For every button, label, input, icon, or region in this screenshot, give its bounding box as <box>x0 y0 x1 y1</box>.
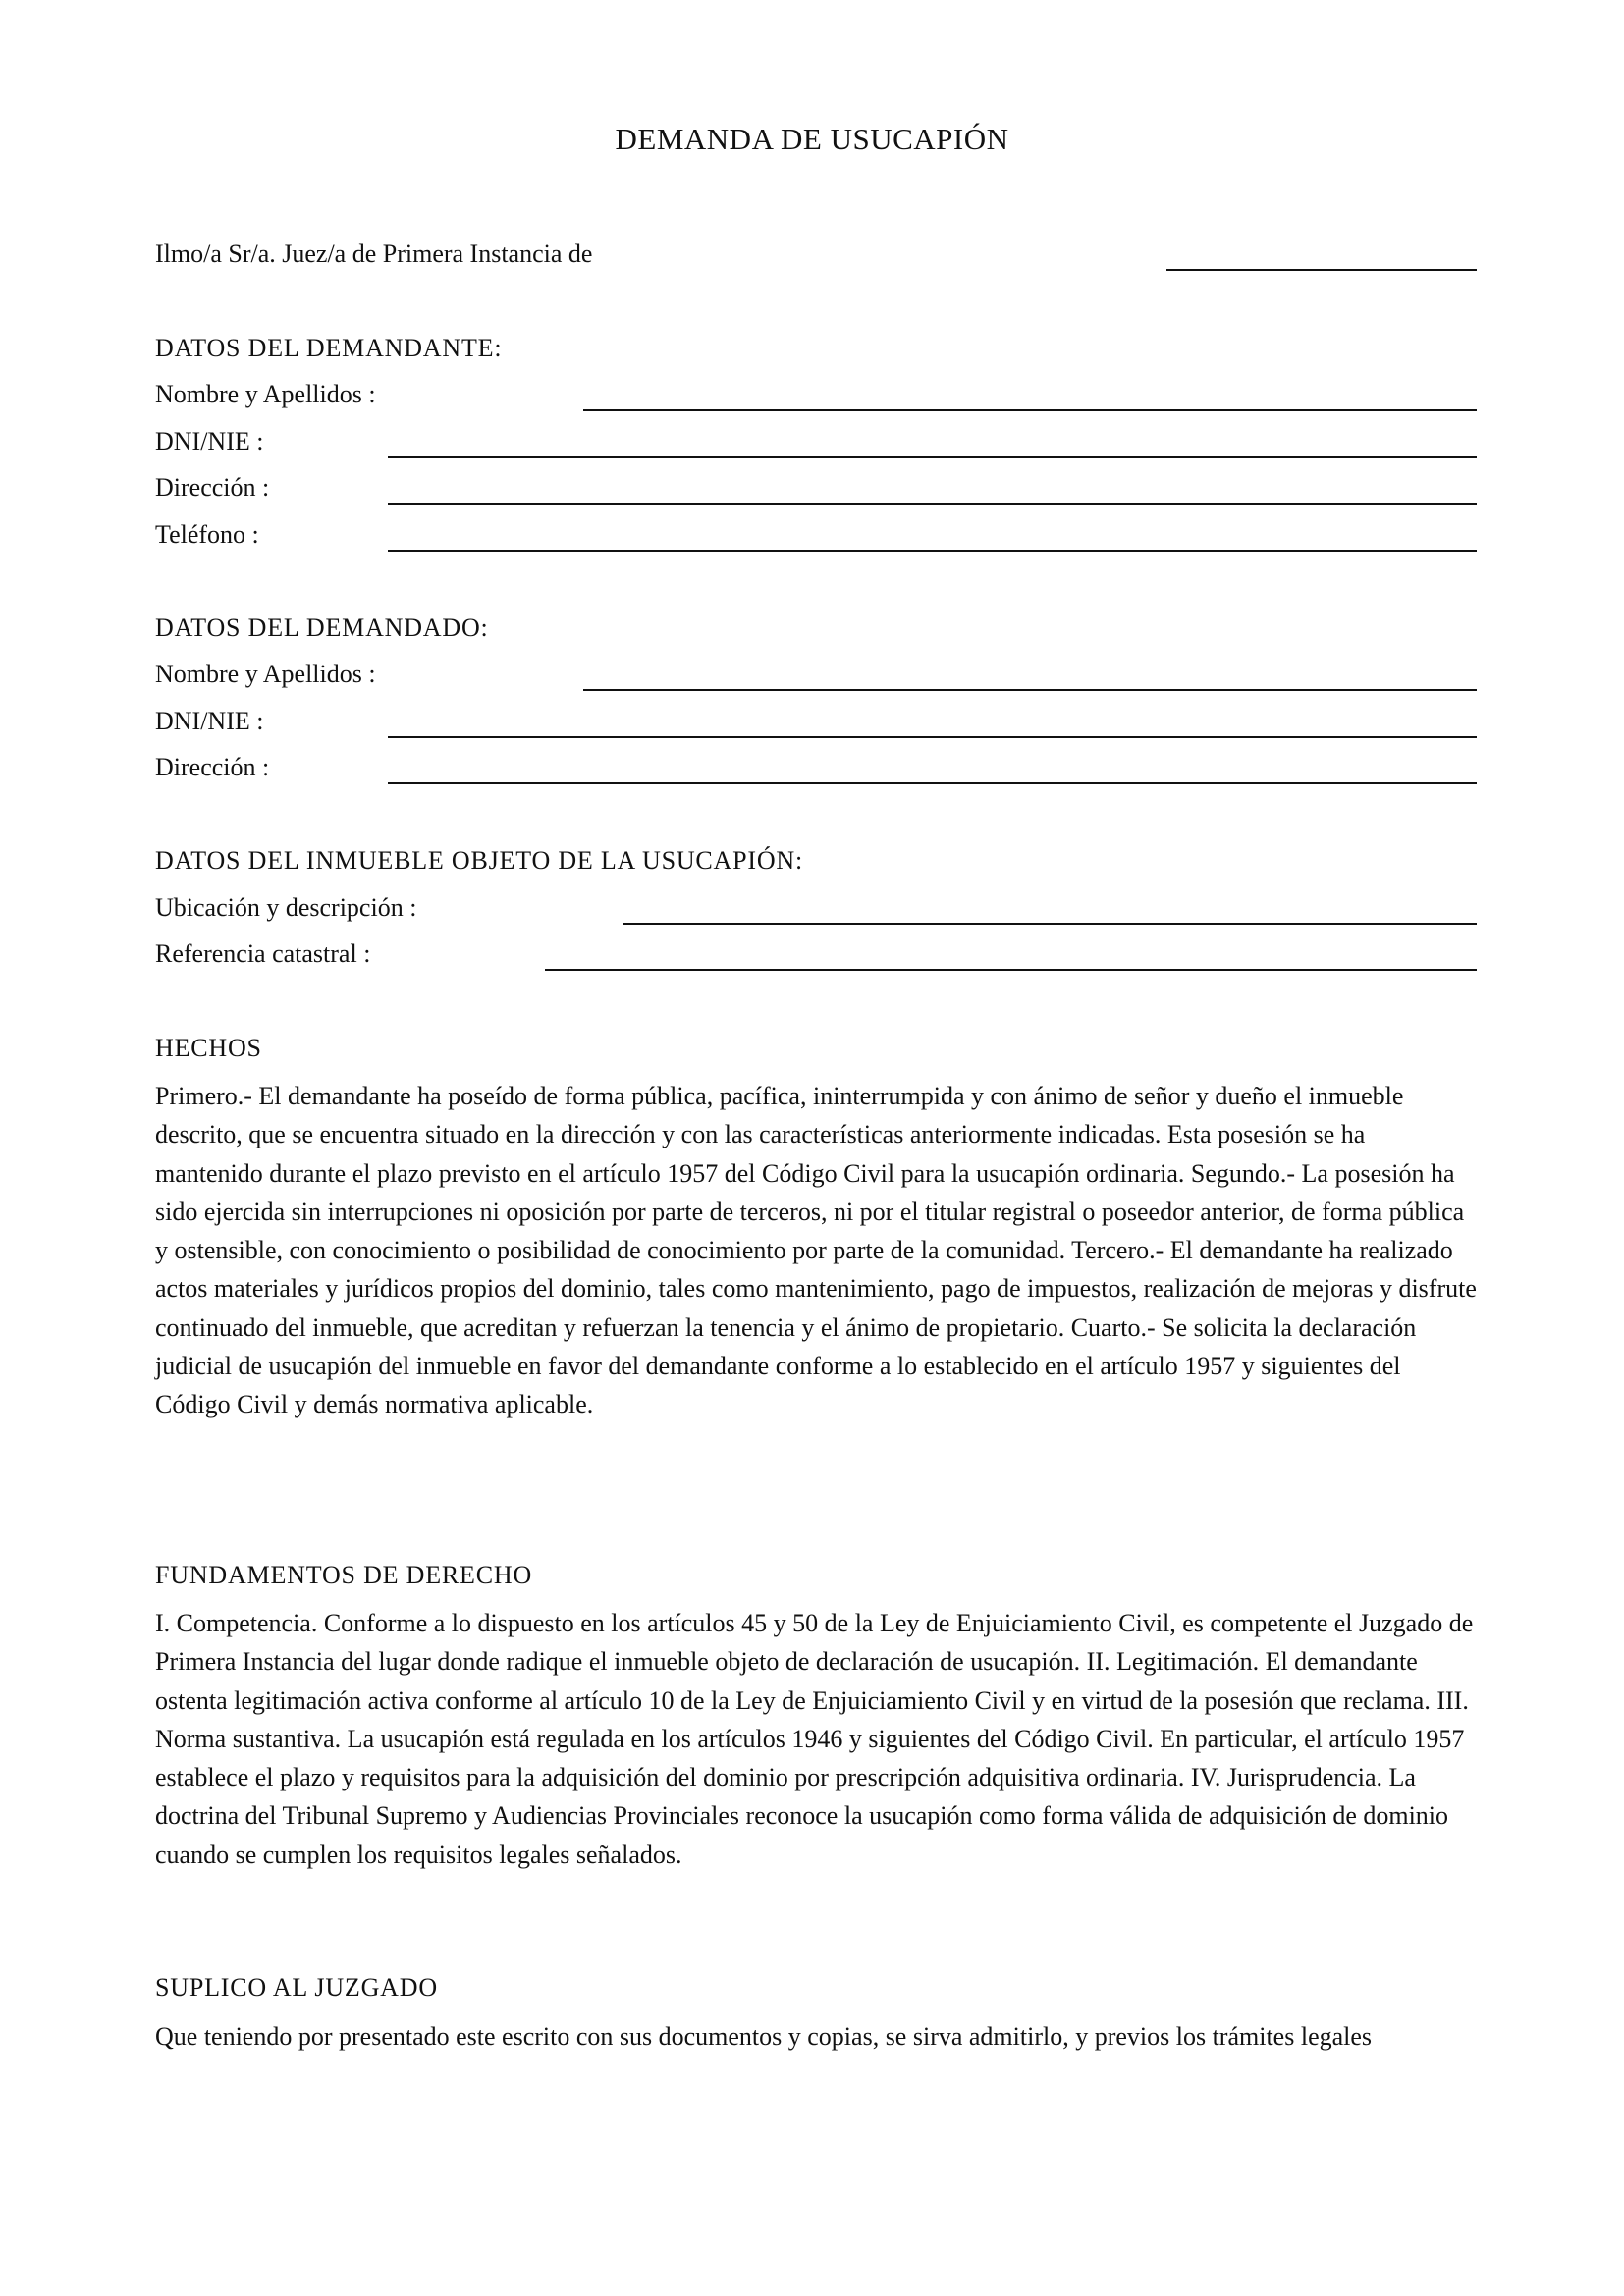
demandante-heading: DATOS DEL DEMANDANTE: <box>155 334 503 362</box>
demandante-name-field[interactable] <box>583 409 1477 411</box>
inmueble-heading: DATOS DEL INMUEBLE OBJETO DE LA USUCAPIÓN: <box>155 846 804 875</box>
demandante-address-field[interactable] <box>388 503 1477 505</box>
demandado-address-label: Dirección : <box>155 753 270 781</box>
inmueble-cadastral-label: Referencia catastral : <box>155 939 371 968</box>
inmueble-cadastral-field[interactable] <box>545 969 1477 971</box>
demandado-name-label: Nombre y Apellidos : <box>155 660 376 688</box>
demandante-address-label: Dirección : <box>155 473 270 502</box>
demandado-dni-field[interactable] <box>388 736 1477 738</box>
demandante-dni-label: DNI/NIE : <box>155 427 264 455</box>
demandante-dni-field[interactable] <box>388 456 1477 458</box>
demandado-heading: DATOS DEL DEMANDADO: <box>155 614 489 642</box>
fundamentos-heading: FUNDAMENTOS DE DERECHO <box>155 1561 533 1589</box>
demandado-address-field[interactable] <box>388 782 1477 784</box>
suplico-heading: SUPLICO AL JUZGADO <box>155 1973 438 2002</box>
demandado-dni-label: DNI/NIE : <box>155 707 264 735</box>
document-title: DEMANDA DE USUCAPIÓN <box>615 122 1009 156</box>
fundamentos-text: I. Competencia. Conforme a lo dispuesto en los artículos 45 y 50 de la Ley de Enjuiciamiento Civil, es competente el Juzgado de Primera Instancia del lugar donde radique el inmueble objeto de declaración de usucapión. II. Legitimación. El demandante ostenta legitimación activa conforme al artículo 10 de la Ley de Enjuiciamiento Civil y en virtud de la posesión que reclama. III. Norma sustantiva. La usucapión está regulada en los artículos 1946 y siguientes del Código Civil. En particular, el artículo 1957 establece el plazo y requisitos para la adquisición del dominio por prescripción adquisitiva ordinaria. IV. Jurisprudencia. La doctrina del Tribunal Supremo y Audiencias Provinciales reconoce la usucapión como forma válida de adquisición de dominio cuando se cumplen los requisitos legales señalados. <box>155 1609 1474 1869</box>
demandante-name-label: Nombre y Apellidos : <box>155 380 376 408</box>
inmueble-location-label: Ubicación y descripción : <box>155 893 417 922</box>
addressee-court-field[interactable] <box>1166 269 1477 271</box>
demandante-phone-label: Teléfono : <box>155 520 259 549</box>
suplico-text: Que teniendo por presentado este escrito con sus documentos y copias, se sirva admitirlo, y previos los trámites legales <box>155 2022 1373 2051</box>
inmueble-location-field[interactable] <box>623 923 1477 925</box>
demandante-phone-field[interactable] <box>388 550 1477 552</box>
hechos-text: Primero.- El demandante ha poseído de forma pública, pacífica, ininterrumpida y con ánimo de señor y dueño el inmueble descrito, que se encuentra situado en la dirección y con las características anteriormente indicadas. Esta posesión se ha mantenido durante el plazo previsto en el artículo 1957 del Código Civil para la usucapión ordinaria. Segundo.- La posesión ha sido ejercida sin interrupciones ni oposición por parte de terceros, ni por el titular registral o poseedor anterior, de forma pública y ostensible, con conocimiento o posibilidad de conocimiento por parte de la comunidad. Tercero.- El demandante ha realizado actos materiales y jurídicos propios del dominio, tales como mantenimiento, pago de impuestos, realización de mejoras y disfrute continuado del inmueble, que acreditan y refuerzan la tenencia y el ánimo de propietario. Cuarto.- Se solicita la declaración judicial de usucapión del inmueble en favor del demandante conforme a lo establecido en el artículo 1957 y siguientes del Código Civil y demás normativa aplicable. <box>155 1082 1477 1419</box>
hechos-heading: HECHOS <box>155 1034 262 1062</box>
addressee-label: Ilmo/a Sr/a. Juez/a de Primera Instancia de <box>155 240 593 268</box>
demandado-name-field[interactable] <box>583 689 1477 691</box>
